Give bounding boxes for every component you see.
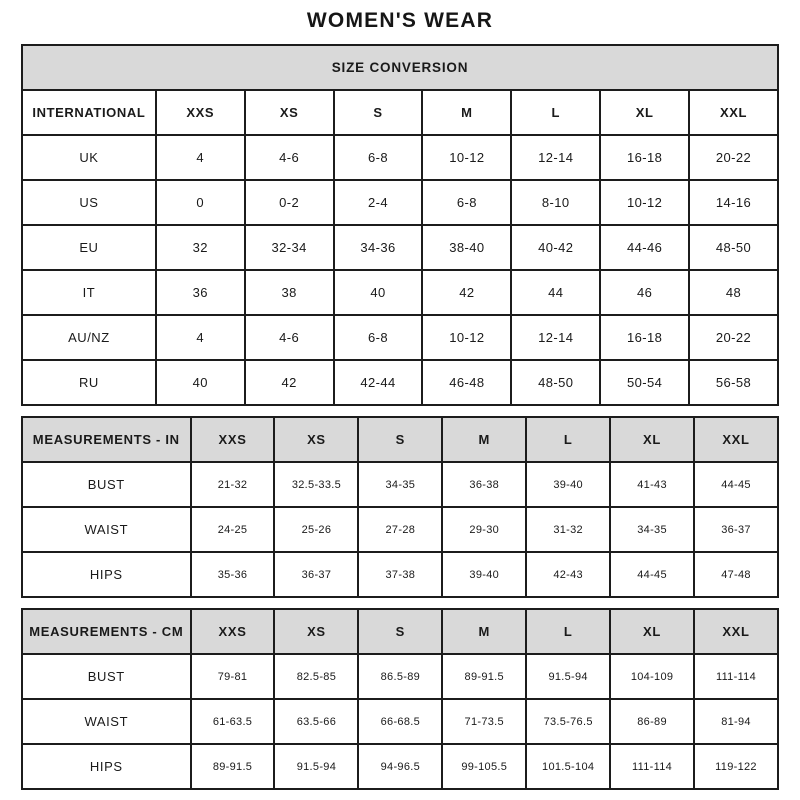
cell: 16-18 <box>600 135 689 180</box>
column-header: M <box>442 609 526 654</box>
column-header: S <box>358 417 442 462</box>
cell: 48-50 <box>689 225 778 270</box>
row-label: HIPS <box>22 744 191 789</box>
cell: 0-2 <box>245 180 334 225</box>
row-label: IT <box>22 270 156 315</box>
cell: 44-46 <box>600 225 689 270</box>
cell: 39-40 <box>442 552 526 597</box>
row-label: WAIST <box>22 507 191 552</box>
table-row <box>22 699 778 744</box>
cell: 40 <box>156 360 245 405</box>
column-header: M <box>422 90 511 135</box>
table-header-label: MEASUREMENTS - CM <box>22 609 191 654</box>
cell: 63.5-66 <box>274 699 358 744</box>
table-row <box>22 180 778 225</box>
cell: 36-37 <box>274 552 358 597</box>
cell: 16-18 <box>600 315 689 360</box>
measurements-in-table <box>21 416 779 598</box>
cell: 48-50 <box>511 360 600 405</box>
cell: 86.5-89 <box>358 654 442 699</box>
row-label: HIPS <box>22 552 191 597</box>
table-row <box>22 135 778 180</box>
cell: 4-6 <box>245 315 334 360</box>
cell: 6-8 <box>334 315 423 360</box>
column-header: XL <box>610 417 694 462</box>
cell: 40-42 <box>511 225 600 270</box>
cell: 32.5-33.5 <box>274 462 358 507</box>
column-header: XXL <box>694 609 778 654</box>
cell: 94-96.5 <box>358 744 442 789</box>
table-row <box>22 462 778 507</box>
table-row <box>22 315 778 360</box>
cell: 14-16 <box>689 180 778 225</box>
cell: 21-32 <box>191 462 275 507</box>
cell: 42-44 <box>334 360 423 405</box>
row-label: RU <box>22 360 156 405</box>
column-header: L <box>526 609 610 654</box>
row-label: BUST <box>22 462 191 507</box>
cell: 34-36 <box>334 225 423 270</box>
column-header: M <box>442 417 526 462</box>
cell: 42 <box>422 270 511 315</box>
cell: 101.5-104 <box>526 744 610 789</box>
cell: 46 <box>600 270 689 315</box>
cell: 32-34 <box>245 225 334 270</box>
cell: 10-12 <box>600 180 689 225</box>
cell: 119-122 <box>694 744 778 789</box>
cell: 89-91.5 <box>442 654 526 699</box>
table-row <box>22 744 778 789</box>
column-header: XS <box>245 90 334 135</box>
column-header: XXL <box>694 417 778 462</box>
cell: 35-36 <box>191 552 275 597</box>
cell: 10-12 <box>422 315 511 360</box>
cell: 42-43 <box>526 552 610 597</box>
table-row <box>22 270 778 315</box>
cell: 81-94 <box>694 699 778 744</box>
column-header: L <box>526 417 610 462</box>
cell: 10-12 <box>422 135 511 180</box>
row-label: EU <box>22 225 156 270</box>
row-label: UK <box>22 135 156 180</box>
cell: 37-38 <box>358 552 442 597</box>
row-label: US <box>22 180 156 225</box>
column-header: S <box>334 90 423 135</box>
size-guide-page <box>21 0 779 790</box>
cell: 12-14 <box>511 135 600 180</box>
cell: 91.5-94 <box>274 744 358 789</box>
cell: 24-25 <box>191 507 275 552</box>
cell: 40 <box>334 270 423 315</box>
table-header-row <box>22 90 778 135</box>
cell: 79-81 <box>191 654 275 699</box>
cell: 8-10 <box>511 180 600 225</box>
cell: 50-54 <box>600 360 689 405</box>
cell: 32 <box>156 225 245 270</box>
column-header: XS <box>274 417 358 462</box>
cell: 6-8 <box>422 180 511 225</box>
cell: 44 <box>511 270 600 315</box>
row-label: AU/NZ <box>22 315 156 360</box>
cell: 46-48 <box>422 360 511 405</box>
cell: 111-114 <box>694 654 778 699</box>
table-row <box>22 654 778 699</box>
cell: 48 <box>689 270 778 315</box>
column-header: XS <box>274 609 358 654</box>
table-row <box>22 360 778 405</box>
cell: 2-4 <box>334 180 423 225</box>
table-header-label: INTERNATIONAL <box>22 90 156 135</box>
cell: 20-22 <box>689 135 778 180</box>
cell: 41-43 <box>610 462 694 507</box>
cell: 36-37 <box>694 507 778 552</box>
column-header: S <box>358 609 442 654</box>
cell: 27-28 <box>358 507 442 552</box>
cell: 111-114 <box>610 744 694 789</box>
size-conversion-table <box>21 44 779 406</box>
cell: 82.5-85 <box>274 654 358 699</box>
cell: 4 <box>156 135 245 180</box>
table-row <box>22 225 778 270</box>
cell: 36 <box>156 270 245 315</box>
row-label: BUST <box>22 654 191 699</box>
cell: 42 <box>245 360 334 405</box>
cell: 25-26 <box>274 507 358 552</box>
column-header: XL <box>610 609 694 654</box>
cell: 38 <box>245 270 334 315</box>
column-header: XXS <box>156 90 245 135</box>
cell: 0 <box>156 180 245 225</box>
cell: 12-14 <box>511 315 600 360</box>
cell: 91.5-94 <box>526 654 610 699</box>
cell: 4 <box>156 315 245 360</box>
cell: 56-58 <box>689 360 778 405</box>
table-header-row <box>22 417 778 462</box>
table-header-label: MEASUREMENTS - IN <box>22 417 191 462</box>
table-row <box>22 552 778 597</box>
cell: 86-89 <box>610 699 694 744</box>
cell: 104-109 <box>610 654 694 699</box>
row-label: WAIST <box>22 699 191 744</box>
column-header: XXS <box>191 609 275 654</box>
cell: 39-40 <box>526 462 610 507</box>
cell: 61-63.5 <box>191 699 275 744</box>
cell: 99-105.5 <box>442 744 526 789</box>
cell: 4-6 <box>245 135 334 180</box>
cell: 34-35 <box>610 507 694 552</box>
page-title: WOMEN'S WEAR <box>306 9 494 32</box>
measurements-cm-table <box>21 608 779 790</box>
column-header: XXS <box>191 417 275 462</box>
cell: 47-48 <box>694 552 778 597</box>
cell: 73.5-76.5 <box>526 699 610 744</box>
table-header-row <box>22 609 778 654</box>
cell: 20-22 <box>689 315 778 360</box>
cell: 34-35 <box>358 462 442 507</box>
table-row <box>22 507 778 552</box>
column-header: XXL <box>689 90 778 135</box>
column-header: XL <box>600 90 689 135</box>
cell: 66-68.5 <box>358 699 442 744</box>
column-header: L <box>511 90 600 135</box>
cell: 44-45 <box>694 462 778 507</box>
cell: 29-30 <box>442 507 526 552</box>
cell: 44-45 <box>610 552 694 597</box>
cell: 31-32 <box>526 507 610 552</box>
cell: 36-38 <box>442 462 526 507</box>
cell: 6-8 <box>334 135 423 180</box>
cell: 38-40 <box>422 225 511 270</box>
cell: 71-73.5 <box>442 699 526 744</box>
cell: 89-91.5 <box>191 744 275 789</box>
table-banner: SIZE CONVERSION <box>22 45 778 90</box>
